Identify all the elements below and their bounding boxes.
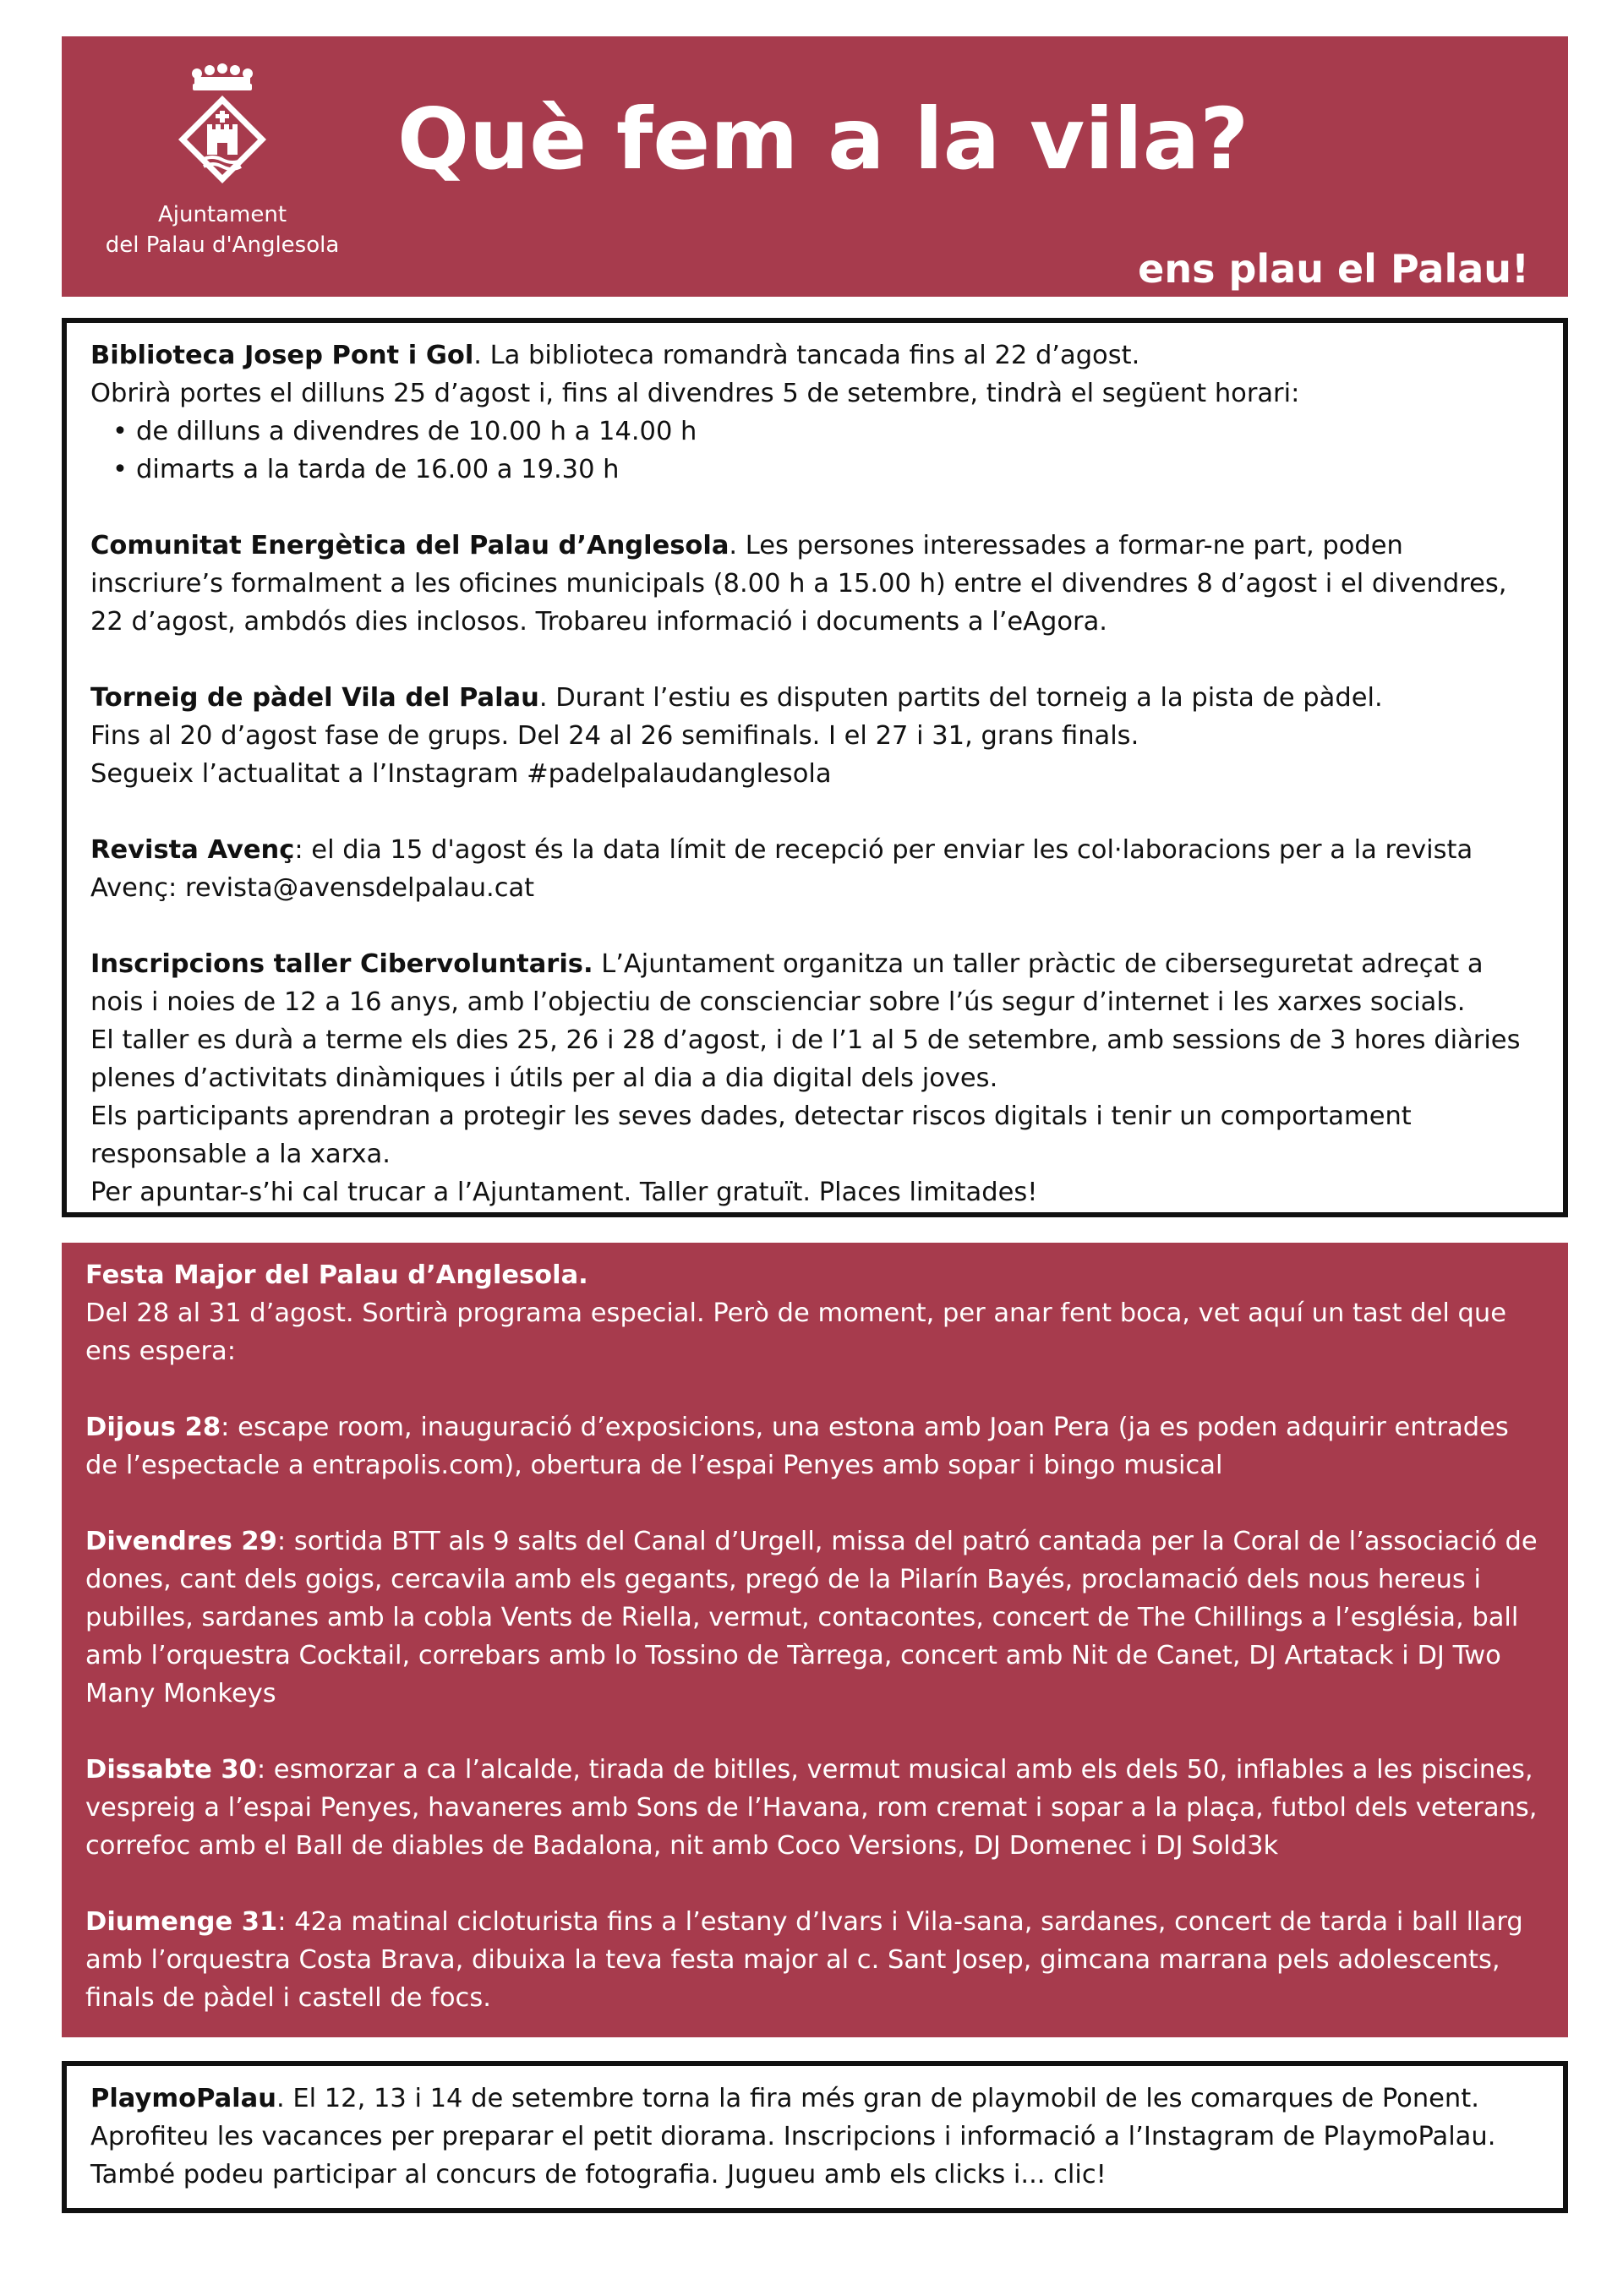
biblioteca-section xyxy=(90,336,1541,489)
day-title: Divendres 29 xyxy=(85,1527,277,1556)
playmopalau-box xyxy=(62,2061,1568,2213)
taller-signup: Per apuntar-s’hi cal trucar a l’Ajuntament. Taller gratuït. Places limitades! xyxy=(90,1178,1038,1207)
news-box xyxy=(62,318,1568,1217)
playmopalau-title: PlaymoPalau xyxy=(90,2084,276,2113)
day-section xyxy=(85,1751,1546,1865)
schedule-item: • de dilluns a divendres de 10.00 h a 14.00 h xyxy=(136,413,1541,451)
revista-text: : el dia 15 d'agost és la data límit de recepció per enviar les col·laboracions per a la revista Avenç: revista@avensdelpalau.cat xyxy=(90,835,1473,903)
comunitat-text: . Les persones interessades a formar-ne part, poden inscriure’s formalment a les oficines municipals (8.00 h a 15.00 h) entre el divendres 8 d’agost i el divendres, 22 d’agost, ambdós dies inclosos. Trobareu informació i documents a l’eAgora. xyxy=(90,531,1507,637)
torneig-phases: Fins al 20 d’agost fase de grups. Del 24 al 26 semifinals. I el 27 i 31, grans finals. xyxy=(90,721,1139,751)
taller-goals: Els participants aprendran a protegir les seves dades, detectar riscos digitals i tenir un comportament responsable a la xarxa. xyxy=(90,1102,1412,1169)
festa-intro: Del 28 al 31 d’agost. Sortirà programa especial. Però de moment, per anar fent boca, vet aquí un tast del que ens espera: xyxy=(85,1298,1506,1366)
revista-title: Revista Avenç xyxy=(90,835,295,865)
page-title: Què fem a la vila? xyxy=(397,90,1249,189)
torneig-title: Torneig de pàdel Vila del Palau xyxy=(90,683,539,713)
torneig-instagram: Segueix l’actualitat a l’Instagram #padelpalaudanglesola xyxy=(90,759,832,789)
coat-of-arms-icon xyxy=(163,62,281,197)
header-banner xyxy=(62,36,1568,297)
festa-intro-section xyxy=(85,1256,1546,1370)
day-section xyxy=(85,1903,1546,2017)
comunitat-title: Comunitat Energètica del Palau d’Anglesola xyxy=(90,531,730,560)
day-text: : sortida BTT als 9 salts del Canal d’Urgell, missa del patró cantada per la Coral de l’associació de dones, cant dels goigs, cercavila amb els gegants, pregó de la Pilarín Bayés, proclamació dels nous hereus i pubilles, sardanes amb la cobla Vents de Riella, vermut, contacontes, concert de The Chillings a l’església, ball amb l’orquestra Cocktail, correbars amb lo Tossino de Tàrrega, concert amb Nit de Canet, DJ Artatack i DJ Two Many Monkeys xyxy=(85,1527,1538,1708)
festa-major-box xyxy=(62,1243,1568,2037)
playmopalau-text: . El 12, 13 i 14 de setembre torna la fira més gran de playmobil de les comarques de Ponent. Aprofiteu les vacances per preparar el petit diorama. Inscripcions i informació a l’Instagram de PlaymoPalau. També podeu participar al concurs de fotografia. Jugueu amb els clicks i... clic! xyxy=(90,2084,1496,2189)
schedule-item: • dimarts a la tarda de 16.00 a 19.30 h xyxy=(136,451,1541,489)
day-section xyxy=(85,1522,1546,1713)
day-text: : esmorzar a ca l’alcalde, tirada de bitlles, vermut musical amb els dels 50, inflables a les piscines, vespreig a l’espai Penyes, havaneres amb Sons de l’Havana, rom cremat i sopar a la plaça, futbol dels veterans, correfoc amb el Ball de diables de Badalona, nit amb Coco Versions, DJ Domenec i DJ Sold3k xyxy=(85,1755,1538,1861)
torneig-section xyxy=(90,679,1541,793)
logo-text-line1: Ajuntament xyxy=(157,202,287,227)
taller-section xyxy=(90,945,1541,1211)
day-title: Dijous 28 xyxy=(85,1413,221,1442)
taller-text: L’Ajuntament organitza un taller pràctic de ciberseguretat adreçat a nois i noies de 12 a 16 anys, amb l’objectiu de conscienciar sobre l’ús segur d’internet i les xarxes socials. xyxy=(90,949,1484,1017)
day-text: : escape room, inauguració d’exposicions, una estona amb Joan Pera (ja es poden adquirir entrades de l’espectacle a entrapolis.com), obertura de l’espai Penyes amb sopar i bingo musical xyxy=(85,1413,1509,1480)
day-title: Diumenge 31 xyxy=(85,1907,278,1937)
page-subtitle: ens plau el Palau! xyxy=(1138,246,1529,292)
day-text: : 42a matinal cicloturista fins a l’estany d’Ivars i Vila-sana, sardanes, concert de tarda i ball llarg amb l’orquestra Costa Brava, dibuixa la teva festa major al c. Sant Josep, gimcana marrana pels adolescents, finals de pàdel i castell de focs. xyxy=(85,1907,1523,2013)
festa-title: Festa Major del Palau d’Anglesola. xyxy=(85,1260,588,1290)
taller-dates: El taller es durà a terme els dies 25, 26 i 28 d’agost, i de l’1 al 5 de setembre, amb sessions de 3 hores diàries plenes d’activitats dinàmiques i útils per al dia a dia digital dels joves. xyxy=(90,1025,1521,1093)
biblioteca-title: Biblioteca Josep Pont i Gol xyxy=(90,341,474,370)
biblioteca-text: . La biblioteca romandrà tancada fins al 22 d’agost. xyxy=(473,341,1140,370)
ajuntament-logo xyxy=(96,62,349,282)
comunitat-section xyxy=(90,527,1541,641)
playmopalau-section xyxy=(90,2080,1541,2194)
taller-title: Inscripcions taller Cibervoluntaris. xyxy=(90,949,593,979)
biblioteca-opening: Obrirà portes el dilluns 25 d’agost i, fins al divendres 5 de setembre, tindrà el següent horari: xyxy=(90,379,1300,408)
schedule-list xyxy=(90,413,1541,489)
torneig-text: . Durant l’estiu es disputen partits del torneig a la pista de pàdel. xyxy=(538,683,1383,713)
logo-text-line2: del Palau d'Anglesola xyxy=(105,232,340,258)
day-section xyxy=(85,1408,1546,1484)
revista-section xyxy=(90,831,1541,907)
day-title: Dissabte 30 xyxy=(85,1755,257,1785)
